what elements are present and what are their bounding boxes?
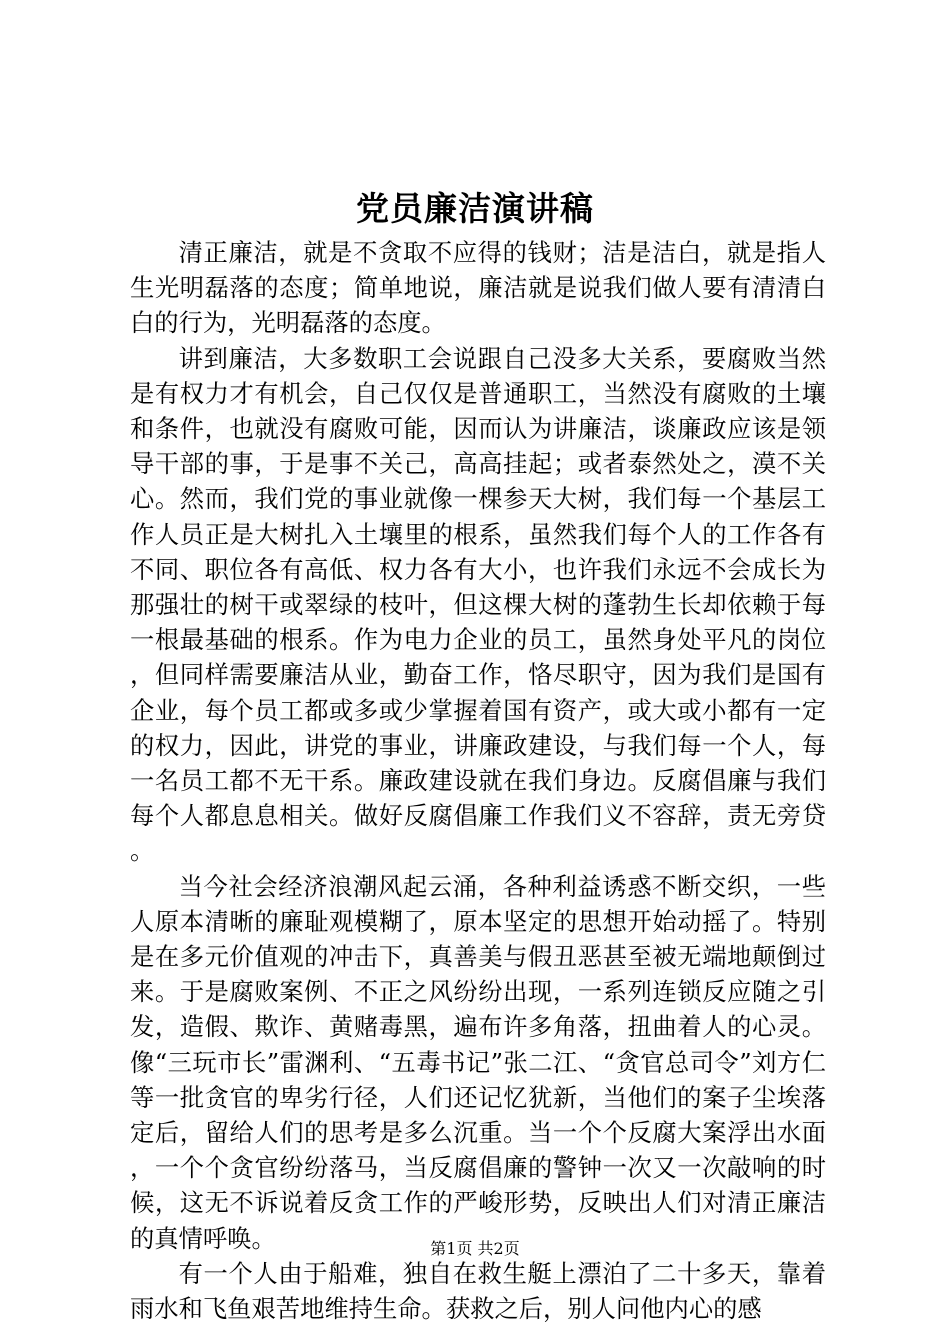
paragraph: 有一个人由于船难，独自在救生艇上漂泊了二十多天，靠着雨水和飞鱼艰苦地维持生命。获救之后，别人问他内心的感 bbox=[130, 1258, 826, 1324]
paragraph: 清正廉洁，就是不贪取不应得的钱财；洁是洁白，就是指人生光明磊落的态度；简单地说，廉洁就是说我们做人要有清清白白的行为，光明磊落的态度。 bbox=[130, 238, 826, 338]
paragraph: 讲到廉洁，大多数职工会说跟自己没多大关系，要腐败当然是有权力才有机会，自己仅仅是普通职工，当然没有腐败的土壤和条件，也就没有腐败可能，因而认为讲廉洁，谈廉政应该是领导干部的事，于是事不关己，高高挂起；或者泰然处之，漠不关心。然而，我们党的事业就像一棵参天大树，我们每一个基层工作人员正是大树扎入土壤里的根系，虽然我们每个人的工作各有不同、职位各有高低、权力各有大小，也许我们永远不会成长为那强壮的树干或翠绿的枝叶，但这棵大树的蓬勃生长却依赖于每一根最基础的根系。作为电力企业的员工，虽然身处平凡的岗位，但同样需要廉洁从业，勤奋工作，恪尽职守，因为我们是国有企业，每个员工都或多或少掌握着国有资产，或大或小都有一定的权力，因此，讲党的事业，讲廉政建设，与我们每一个人，每一名员工都不无干系。廉政建设就在我们身边。反腐倡廉与我们每个人都息息相关。做好反腐倡廉工作我们义不容辞，责无旁贷。 bbox=[130, 343, 826, 866]
document-title: 党员廉洁演讲稿 bbox=[356, 189, 594, 228]
paragraph: 当今社会经济浪潮风起云涌，各种利益诱惑不断交织，一些人原本清晰的廉耻观模糊了，原本坚定的思想开始动摇了。特别是在多元价值观的冲击下，真善美与假丑恶甚至被无端地颠倒过来。于是腐败案例、不正之风纷纷出现，一系列连锁反应随之引发，造假、欺诈、黄赌毒黑，遍布许多角落，扭曲着人的心灵。像“三玩市长”雷渊利、“五毒书记”张二江、“贪官总司令”刘方仁等一批贪官的卑劣行径，人们还记忆犹新，当他们的案子尘埃落定后，留给人们的思考是多么沉重。当一个个反腐大案浮出水面，一个个贪官纷纷落马，当反腐倡廉的警钟一次又一次敲响的时候，这无不诉说着反贪工作的严峻形势，反映出人们对清正廉洁的真情呼唤。 bbox=[130, 871, 826, 1253]
document-body bbox=[130, 235, 826, 1326]
page-number-footer: 第1页 共2页 bbox=[430, 1239, 520, 1258]
